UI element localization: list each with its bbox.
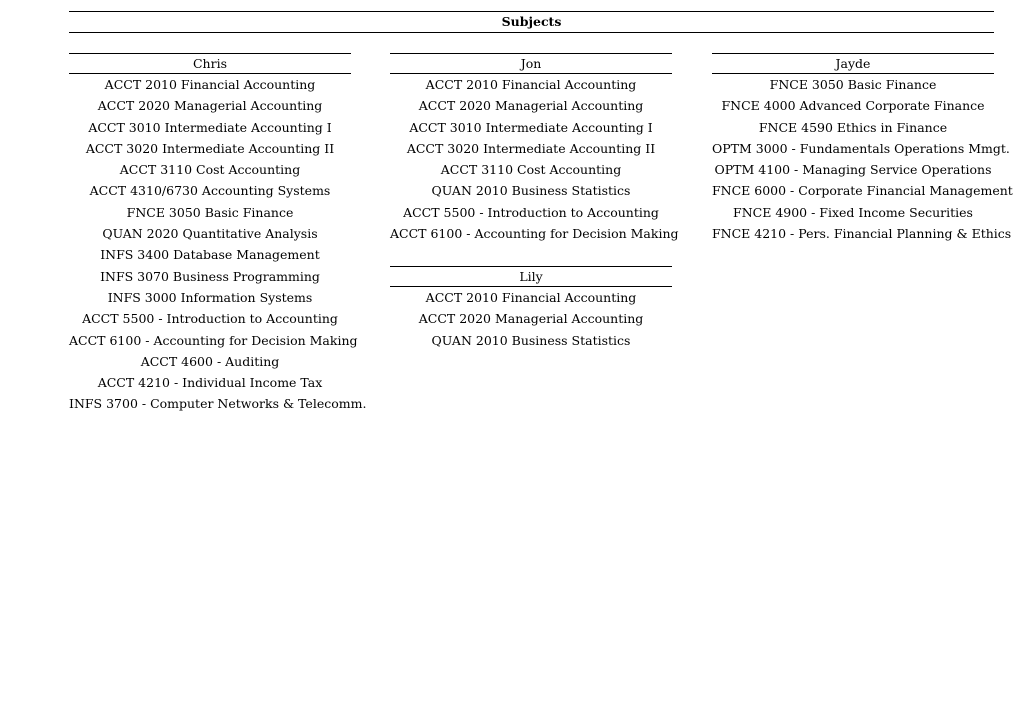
course-item: ACCT 2010 Financial Accounting	[425, 290, 637, 305]
course-item: INFS 3000 Information Systems	[107, 289, 313, 305]
column-chris	[69, 53, 367, 415]
course-item: QUAN 2020 Quantitative Analysis	[102, 226, 318, 242]
course-item: QUAN 2010 Business Statistics	[431, 332, 631, 348]
course-item: FNCE 4590 Ethics in Finance	[758, 119, 948, 135]
course-item: FNCE 6000 - Corporate Financial Management	[712, 183, 1013, 199]
course-item: OPTM 4100 - Managing Service Operations	[714, 162, 992, 178]
course-item: ACCT 3020 Intermediate Accounting II	[85, 140, 335, 156]
course-list-jayde	[712, 74, 1013, 244]
course-item: ACCT 2010 Financial Accounting	[104, 77, 316, 92]
column-jayde	[712, 53, 1013, 244]
course-item: QUAN 2010 Business Statistics	[431, 183, 631, 199]
course-item: ACCT 4310/6730 Accounting Systems	[89, 183, 331, 199]
course-list-chris	[69, 74, 367, 415]
course-item: FNCE 4900 - Fixed Income Securities	[733, 204, 973, 220]
course-item: ACCT 4210 - Individual Income Tax	[97, 375, 323, 391]
column-header-chris: Chris	[69, 53, 351, 74]
column-jon	[390, 53, 679, 244]
course-item: ACCT 6100 - Accounting for Decision Making	[69, 332, 358, 348]
course-item: ACCT 3010 Intermediate Accounting I	[88, 119, 332, 135]
course-item: ACCT 3010 Intermediate Accounting I	[409, 119, 653, 135]
course-item: ACCT 2020 Managerial Accounting	[418, 311, 644, 327]
course-item: ACCT 2010 Financial Accounting	[425, 77, 637, 92]
column-header-jon: Jon	[390, 53, 672, 74]
course-item: ACCT 2020 Managerial Accounting	[97, 98, 323, 114]
column-lily	[390, 266, 672, 351]
course-item: ACCT 5500 - Introduction to Accounting	[82, 311, 338, 327]
course-item: FNCE 4210 - Pers. Financial Planning & Ethics	[712, 226, 1012, 242]
course-item: ACCT 3110 Cost Accounting	[440, 162, 622, 178]
course-list-jon	[390, 74, 679, 244]
column-header-jayde: Jayde	[712, 53, 994, 74]
page-title: Subjects	[69, 11, 994, 33]
course-item: ACCT 2020 Managerial Accounting	[418, 98, 644, 114]
course-item: ACCT 5500 - Introduction to Accounting	[403, 204, 659, 220]
course-list-lily	[390, 287, 672, 351]
course-item: FNCE 3050 Basic Finance	[769, 77, 937, 92]
course-item: INFS 3700 - Computer Networks & Telecomm.	[69, 396, 367, 412]
course-item: INFS 3400 Database Management	[100, 247, 320, 263]
course-item: INFS 3070 Business Programming	[100, 268, 320, 284]
course-item: FNCE 3050 Basic Finance	[126, 204, 294, 220]
course-item: ACCT 4600 - Auditing	[140, 353, 280, 369]
course-item: ACCT 6100 - Accounting for Decision Making	[390, 226, 679, 242]
column-header-lily: Lily	[390, 266, 672, 287]
course-item: FNCE 4000 Advanced Corporate Finance	[721, 98, 985, 114]
course-item: ACCT 3110 Cost Accounting	[119, 162, 301, 178]
course-item: OPTM 3000 - Fundamentals Operations Mmgt.	[712, 140, 1010, 156]
course-item: ACCT 3020 Intermediate Accounting II	[406, 140, 656, 156]
